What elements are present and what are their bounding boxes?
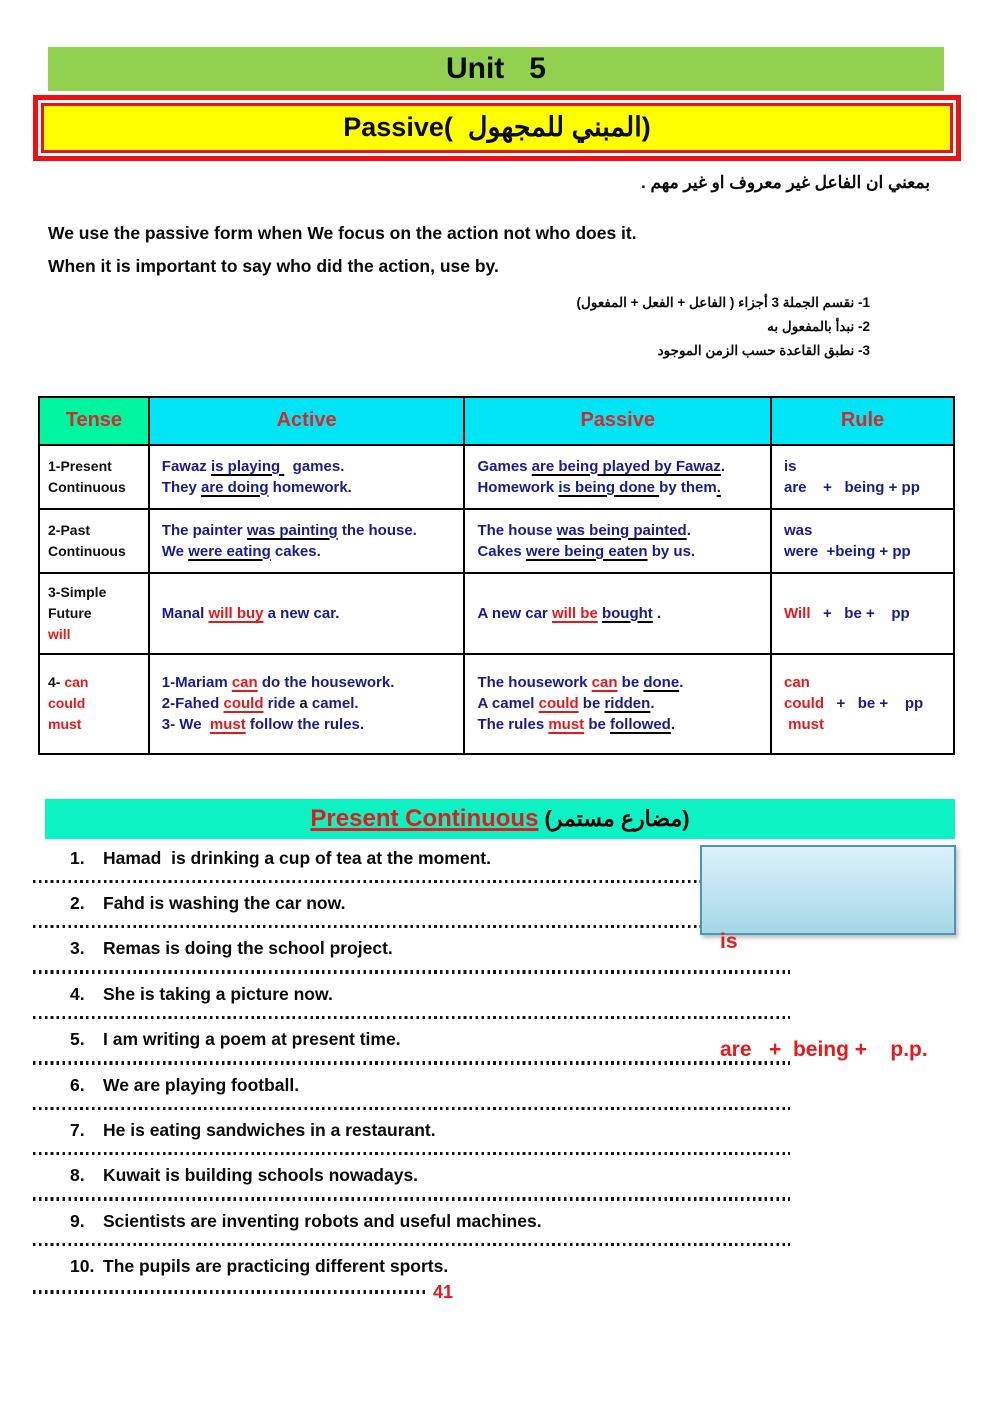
cell-line [784,477,947,498]
text-segment: Cakes [477,542,526,560]
text-segment: can [783,674,810,692]
exercise-sentence [33,1072,790,1098]
cell-line [48,520,142,541]
arabic-step: 1- نقسم الجملة 3 أجزاء ( الفاعل + الفعل + المفعول) [576,294,870,310]
text-segment: A camel [477,695,539,713]
text-segment: Continuous [48,542,126,559]
cell-rule [771,445,954,509]
table-header-row [39,397,954,445]
text-segment: Manal [161,604,209,622]
text-segment: Continuous [48,478,126,495]
text-segment: 2-Past [48,521,91,538]
cell-active [149,445,465,509]
text-segment: followed [610,716,671,734]
table-header-active: Active [149,397,465,445]
unit-title: Unit 5 [48,47,944,91]
cell-line [48,624,142,645]
sentence-text: He is eating sandwiches in a restaurant. [103,1120,436,1141]
sentence-text: She is taking a picture now. [103,983,333,1004]
text-segment: must [209,716,246,734]
answer-line [33,1290,425,1293]
table-row [39,509,954,573]
text-segment: are being played by Fawaz [531,457,721,475]
text-segment: a [299,695,308,713]
cell-line [48,603,142,624]
sentence-text: Hamad is drinking a cup of tea at the moment. [103,847,491,868]
table-header-rule: Rule [771,397,954,445]
table-row [39,573,954,654]
text-segment: Homework [477,478,559,496]
cell-tense [39,445,149,509]
text-segment: can [591,674,618,692]
cell-active [149,509,465,573]
arabic-step: 3- نطبق القاعدة حسب الزمن الموجود [657,343,870,359]
text-segment: bought [601,604,653,622]
sentence-text: The pupils are practicing different sports. [103,1256,449,1277]
footer-line [33,1283,805,1301]
text-segment: cakes. [270,542,321,560]
text-segment: 1-Mariam [161,674,232,692]
cell-passive [464,445,771,509]
sentence-text: We are playing football. [103,1074,300,1095]
text-segment: could [223,695,264,713]
text-segment: homework. [268,478,352,496]
text-segment: were eating [188,542,271,560]
sentence-number: 6. [70,1074,85,1095]
text-segment: + be + pp [823,695,924,713]
cell-line [477,714,764,735]
text-segment: . [652,604,662,622]
exercise-sentence [33,1253,790,1279]
text-segment: follow the rules. [245,716,365,734]
text-segment: done [643,674,680,692]
cell-line [162,714,458,735]
cell-active [149,654,465,754]
cell-rule [771,654,954,754]
exercise-sentence [33,1117,790,1143]
cell-line [162,520,458,541]
cell-line [784,603,947,624]
intro-text [48,217,992,283]
cell-line [48,672,142,693]
intro-line-1: We use the passive form when We focus on the action not who does it. [48,223,637,243]
text-segment: . [670,716,676,734]
cell-line [162,456,458,477]
answer-line [33,1152,790,1155]
cell-line [477,477,764,498]
text-segment: was being painted [556,521,687,539]
text-segment: Games [477,457,532,475]
cell-line [162,603,458,624]
cell-passive [464,509,771,573]
text-segment: The painter [161,521,247,539]
cell-line [162,477,458,498]
section-title-arabic: (مضارع مستمر) [538,805,690,831]
cell-line [477,672,764,693]
text-segment: be [578,695,605,713]
text-segment: Will [783,604,811,622]
text-segment: is playing [210,457,285,475]
answer-line [33,1243,790,1246]
cell-line [48,456,142,477]
text-segment: must [548,716,585,734]
text-segment: games. [284,457,345,475]
exercise-sentence [33,845,790,871]
text-segment: The rules [477,716,549,734]
text-segment: is being done [558,478,660,496]
cell-line [784,693,947,714]
cell-line [162,541,458,562]
arabic-step: 2- نبدأ بالمفعول به [767,319,870,335]
sentence-number: 9. [70,1210,85,1231]
text-segment: could [48,695,86,712]
text-segment: is [783,457,797,475]
cell-passive [464,573,771,654]
rule-box-line-2: are + being + p.p. [720,1038,928,1061]
text-segment: are + being + pp [783,478,920,496]
page-number: 41 [433,1282,454,1303]
text-segment: Fawaz [161,457,211,475]
sentence-text: Fahd is washing the car now. [103,893,346,914]
cell-line [48,477,142,498]
exercise-sentence [33,1162,790,1188]
cell-rule [771,573,954,654]
sentence-number: 7. [70,1120,85,1141]
text-segment: were +being + pp [783,542,911,560]
cell-rule [771,509,954,573]
text-segment: by us. [647,542,696,560]
text-segment: We [161,542,189,560]
cell-line [162,693,458,714]
cell-line [48,582,142,603]
exercise-sentence [33,890,790,916]
text-segment: will be [551,604,598,622]
text-segment: was [783,521,813,539]
exercise-sentence [33,981,790,1007]
table-header-tense: Tense [39,397,149,445]
sentence-number: 2. [70,893,85,914]
cell-tense [39,654,149,754]
text-segment: 2-Fahed [161,695,224,713]
cell-active [149,573,465,654]
text-segment: ridden [604,695,651,713]
cell-passive [464,654,771,754]
text-segment: a new car. [263,604,340,622]
cell-line [477,693,764,714]
text-segment: be [617,674,644,692]
table-row [39,654,954,754]
text-segment: . [650,695,655,713]
text-segment: ride [263,695,300,713]
text-segment: are doing [200,478,269,496]
text-segment: must [48,716,82,733]
cell-line [784,672,947,693]
text-segment: could [783,695,824,713]
cell-line [477,603,764,624]
cell-line [162,672,458,693]
answer-line [33,1016,790,1019]
text-segment: . [686,521,691,539]
text-segment: the house. [337,521,417,539]
grammar-table [38,396,955,755]
exercise-sentence [33,1208,790,1234]
cell-line [477,456,764,477]
sentence-text: I am writing a poem at present time. [103,1029,401,1050]
text-segment: . [679,674,684,692]
cell-line [48,693,142,714]
sentence-text: Kuwait is building schools nowadays. [103,1165,419,1186]
text-segment: do the housework. [257,674,395,692]
cell-line [48,714,142,735]
answer-line [33,1061,790,1064]
exercise-list [33,845,790,1280]
text-segment: 3- We [161,716,210,734]
section-title-english: Present Continuous [310,804,539,832]
text-segment: . [720,457,726,475]
text-segment: will [48,625,71,642]
sentence-text: Scientists are inventing robots and useful machines. [103,1210,542,1231]
exercise-sentence [33,935,790,961]
text-segment: will buy [208,604,264,622]
answer-line [33,1197,790,1200]
text-segment: must [783,716,824,734]
sentence-number: 4. [70,983,85,1004]
table-row [39,445,954,509]
cell-line [784,456,947,477]
rule-box [700,845,956,1061]
arabic-note: بمعني ان الفاعل غير معروف او غير مهم . [641,173,930,192]
text-segment: camel. [307,695,359,713]
text-segment: can [231,674,258,692]
sentence-number: 10. [70,1256,95,1277]
text-segment: were being eaten [525,542,648,560]
rule-box-line-1: is [720,930,738,953]
text-segment: by them [659,478,717,496]
answer-line [33,970,790,973]
text-segment: Future [48,604,92,621]
table-header-passive: Passive [464,397,771,445]
sentence-number: 3. [70,938,85,959]
text-segment: was painting [246,521,338,539]
text-segment: The housework [477,674,592,692]
sentence-number: 8. [70,1165,85,1186]
text-segment: be [584,716,611,734]
cell-line [477,520,764,541]
sentence-number: 1. [70,847,85,868]
text-segment: 1-Present [48,457,112,474]
intro-line-2: When it is important to say who did the action, use by. [48,255,499,276]
text-segment: They [161,478,201,496]
text-segment: 3-Simple [48,583,107,600]
answer-line [33,880,790,883]
cell-tense [39,573,149,654]
arabic-steps-list [0,291,870,364]
text-segment: can [64,674,89,691]
cell-line [48,541,142,562]
cell-line [477,541,764,562]
text-segment: could [538,695,579,713]
answer-line [33,925,790,928]
text-segment: 4- [48,674,65,691]
cell-line [784,714,947,735]
cell-line [784,541,947,562]
sentence-text: Remas is doing the school project. [103,938,393,959]
passive-title: Passive( المبني للمجهول) [33,95,961,161]
section-title-banner [45,799,955,839]
sentence-number: 5. [70,1029,85,1050]
text-segment: + be + pp [810,604,910,622]
exercise-sentence [33,1026,790,1052]
text-segment: The house [477,521,557,539]
text-segment: . [716,478,721,496]
cell-line [784,520,947,541]
cell-tense [39,509,149,573]
text-segment: A new car [477,604,552,622]
answer-line [33,1107,790,1110]
